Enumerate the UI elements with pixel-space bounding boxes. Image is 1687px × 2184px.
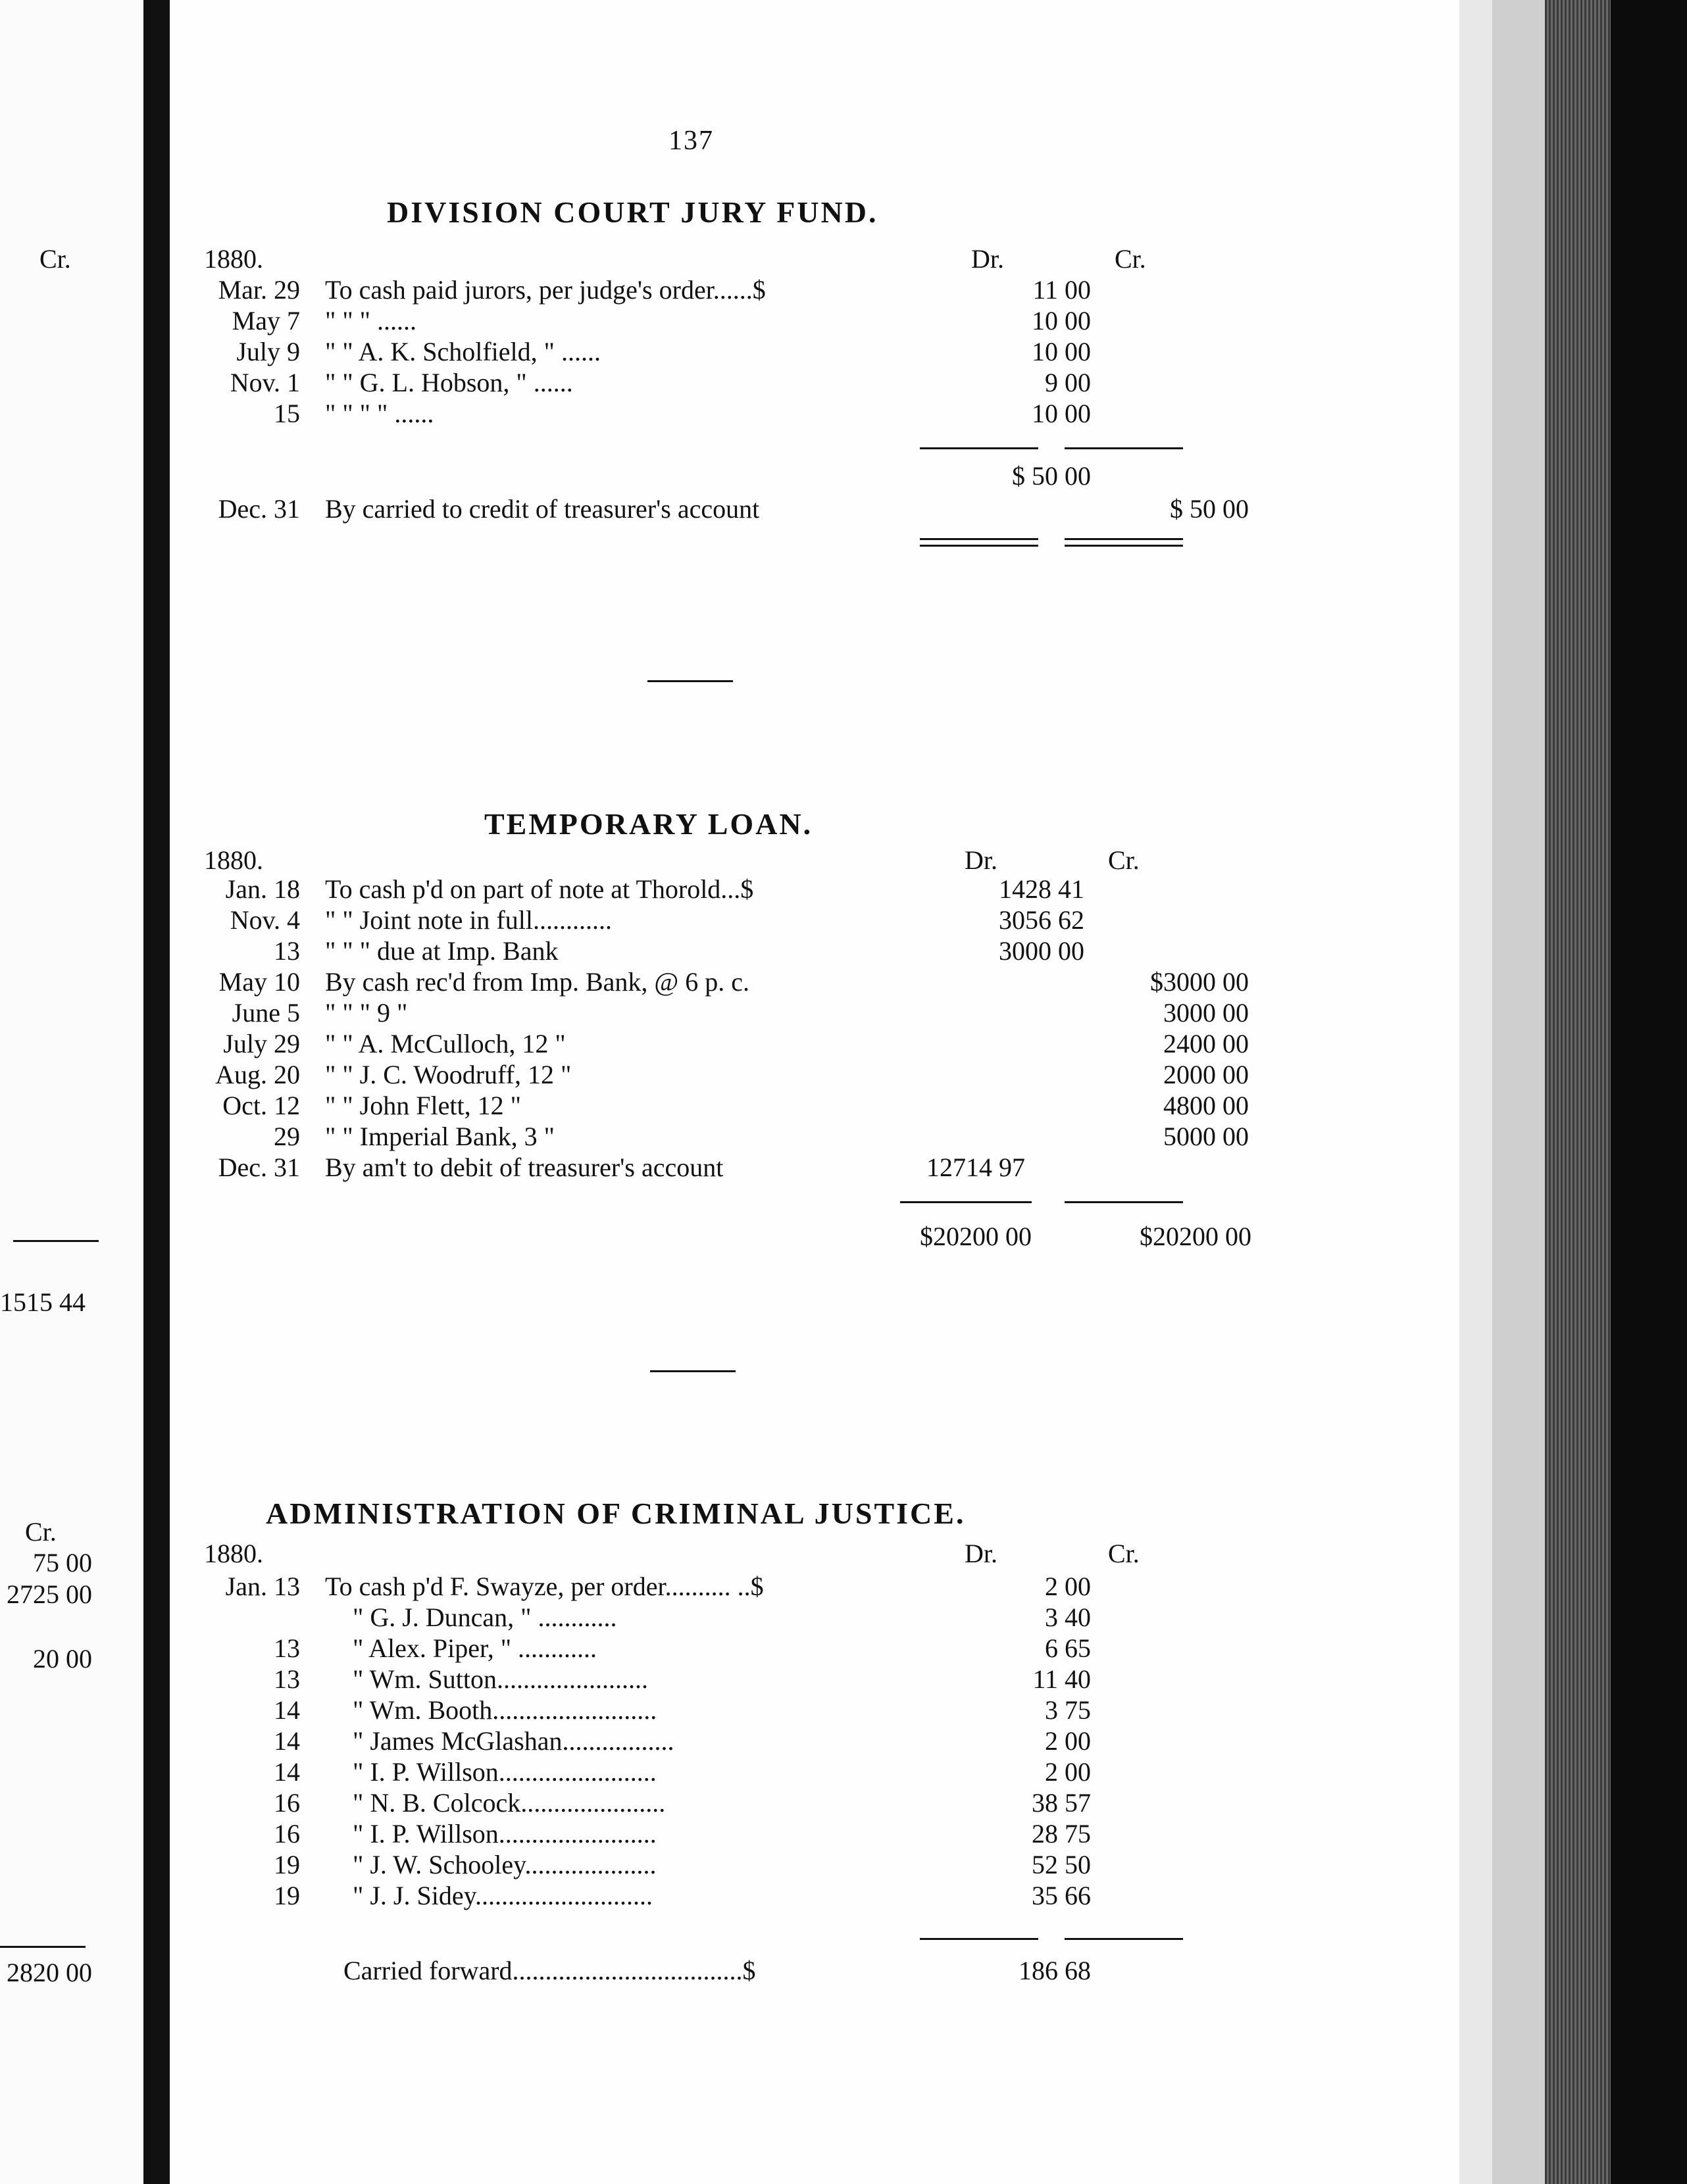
cr-header: Cr. <box>1108 1539 1140 1568</box>
entry-description: " " G. L. Hobson, " ...... <box>325 368 573 397</box>
entry-date: Jan. 13 <box>225 1572 300 1601</box>
carried-forward-value: 186 68 <box>1019 1956 1091 1985</box>
ledger-page <box>170 0 1459 2184</box>
entry-date: 15 <box>274 399 300 428</box>
entry-description: " " J. C. Woodruff, 12 " <box>325 1060 572 1089</box>
entry-date: Dec. 31 <box>218 494 300 524</box>
entry-description: By carried to credit of treasurer's account <box>325 494 760 524</box>
entry-date: May 7 <box>232 306 300 335</box>
entry-description: To cash p'd on part of note at Thorold...$ <box>325 874 754 904</box>
entry-description: " Wm. Booth......................... <box>353 1695 657 1725</box>
left-cr-header: Cr. <box>39 244 71 274</box>
entry-cr: 3000 00 <box>1163 998 1249 1028</box>
entry-dr: 1428 41 <box>999 874 1084 904</box>
subtotal-dr: $ 50 00 <box>1012 461 1091 491</box>
entry-dr: 35 66 <box>1032 1881 1091 1910</box>
entry-description: To cash paid jurors, per judge's order......$ <box>325 275 766 305</box>
entry-description: " " " ...... <box>325 306 416 335</box>
entry-dr: 9 00 <box>1045 368 1091 397</box>
entry-date: 13 <box>274 936 300 966</box>
left-cr-header: Cr. <box>25 1517 57 1547</box>
rule-cr <box>1065 1201 1183 1203</box>
left-total: 2820 00 <box>7 1958 92 1987</box>
entry-dr: 3000 00 <box>999 936 1084 966</box>
entry-date: 13 <box>274 1664 300 1694</box>
entry-description: " " John Flett, 12 " <box>325 1091 521 1120</box>
entry-dr: 10 00 <box>1032 306 1091 335</box>
entry-dr: 2 00 <box>1045 1757 1091 1787</box>
entry-description: " " " due at Imp. Bank <box>325 936 559 966</box>
left-rule <box>13 1240 99 1242</box>
page-edge <box>1459 0 1492 2184</box>
section-title: ADMINISTRATION OF CRIMINAL JUSTICE. <box>266 1497 966 1530</box>
dr-header: Dr. <box>965 1539 997 1568</box>
section-title: TEMPORARY LOAN. <box>484 807 813 841</box>
entry-cr: 2400 00 <box>1163 1029 1249 1058</box>
cr-header: Cr. <box>1115 244 1146 274</box>
entry-dr: 38 57 <box>1032 1788 1091 1818</box>
left-value: 75 00 <box>33 1548 92 1577</box>
entry-dr: 3 40 <box>1045 1602 1091 1632</box>
dr-header: Dr. <box>965 845 997 875</box>
entry-description: " " Imperial Bank, 3 " <box>325 1122 555 1151</box>
entry-date: Nov. 4 <box>230 905 300 935</box>
rule-dr <box>920 447 1038 449</box>
entry-date: 19 <box>274 1850 300 1879</box>
entry-cr: 2000 00 <box>1163 1060 1249 1089</box>
entry-description: " James McGlashan................. <box>353 1726 674 1756</box>
page-stack-edge <box>1545 0 1611 2184</box>
entry-dr: 10 00 <box>1032 337 1091 366</box>
entry-dr: 28 75 <box>1032 1819 1091 1849</box>
page-number: 137 <box>668 126 714 156</box>
rule-dr <box>920 545 1038 547</box>
entry-date: July 9 <box>236 337 300 366</box>
entry-description: " " " 9 " <box>325 998 408 1028</box>
entry-dr: 6 65 <box>1045 1633 1091 1663</box>
rule-cr <box>1065 1938 1183 1940</box>
entry-description: " " A. K. Scholfield, " ...... <box>325 337 601 366</box>
left-value: 1515 44 <box>0 1287 86 1317</box>
left-value: 20 00 <box>33 1644 92 1674</box>
entry-date: Jan. 18 <box>225 874 300 904</box>
rule-dr <box>900 1201 1032 1203</box>
entry-description: " Alex. Piper, " ............ <box>353 1633 597 1663</box>
entry-dr: 52 50 <box>1032 1850 1091 1879</box>
entry-dr: 2 00 <box>1045 1572 1091 1601</box>
left-rule <box>0 1946 86 1948</box>
entry-dr: 10 00 <box>1032 399 1091 428</box>
entry-date: 14 <box>274 1726 300 1756</box>
total-cr: $20200 00 <box>1140 1222 1251 1251</box>
entry-description: " Wm. Sutton....................... <box>353 1664 648 1694</box>
entry-cr: $3000 00 <box>1150 967 1249 997</box>
entry-date: May 10 <box>218 967 300 997</box>
entry-dr: 2 00 <box>1045 1726 1091 1756</box>
book-gutter <box>143 0 170 2184</box>
entry-description: " " " " ...... <box>325 399 434 428</box>
entry-dr: 11 40 <box>1032 1664 1091 1694</box>
book-cover-edge <box>1611 0 1687 2184</box>
entry-cr: 5000 00 <box>1163 1122 1249 1151</box>
entry-date: Oct. 12 <box>222 1091 300 1120</box>
entry-dr: 3 75 <box>1045 1695 1091 1725</box>
entry-date: 16 <box>274 1819 300 1849</box>
entry-description: " " A. McCulloch, 12 " <box>325 1029 566 1058</box>
left-value: 2725 00 <box>7 1579 92 1609</box>
year: 1880. <box>204 244 263 274</box>
year: 1880. <box>204 1539 263 1568</box>
dr-header: Dr. <box>971 244 1004 274</box>
rule-cr <box>1065 545 1183 547</box>
section-divider <box>647 680 733 682</box>
rule-cr <box>1065 538 1183 540</box>
year: 1880. <box>204 845 263 875</box>
entry-date: Mar. 29 <box>218 275 300 305</box>
page-edge <box>1492 0 1545 2184</box>
entry-date: 13 <box>274 1633 300 1663</box>
entry-cr: $ 50 00 <box>1170 494 1249 524</box>
rule-dr <box>920 1938 1038 1940</box>
entry-description: " J. W. Schooley.................... <box>353 1850 657 1879</box>
entry-date: Nov. 1 <box>230 368 300 397</box>
entry-date: 16 <box>274 1788 300 1818</box>
entry-date: Aug. 20 <box>215 1060 300 1089</box>
entry-date: Dec. 31 <box>218 1153 300 1182</box>
cr-header: Cr. <box>1108 845 1140 875</box>
total-dr: $20200 00 <box>920 1222 1032 1251</box>
entry-date: 14 <box>274 1757 300 1787</box>
entry-date: July 29 <box>223 1029 300 1058</box>
entry-description: " G. J. Duncan, " ............ <box>353 1602 617 1632</box>
entry-date: 29 <box>274 1122 300 1151</box>
entry-date: June 5 <box>232 998 300 1028</box>
entry-description: " N. B. Colcock...................... <box>353 1788 666 1818</box>
entry-description: " I. P. Willson........................ <box>353 1819 657 1849</box>
section-title: DIVISION COURT JURY FUND. <box>387 195 878 229</box>
carried-forward-label: Carried forward...................................$ <box>343 1956 756 1985</box>
entry-description: " " Joint note in full............ <box>325 905 612 935</box>
rule-cr <box>1065 447 1183 449</box>
entry-date: 19 <box>274 1881 300 1910</box>
entry-date: 14 <box>274 1695 300 1725</box>
left-facing-page <box>0 0 143 2184</box>
entry-description: To cash p'd F. Swayze, per order.......... ..$ <box>325 1572 764 1601</box>
entry-cr: 4800 00 <box>1163 1091 1249 1120</box>
section-divider <box>650 1370 736 1372</box>
entry-description: By cash rec'd from Imp. Bank, @ 6 p. c. <box>325 967 749 997</box>
rule-dr <box>920 538 1038 540</box>
entry-description: " I. P. Willson........................ <box>353 1757 657 1787</box>
entry-description: By am't to debit of treasurer's account <box>325 1153 724 1182</box>
entry-dr: 11 00 <box>1032 275 1091 305</box>
entry-dr: 12714 97 <box>926 1153 1025 1182</box>
entry-dr: 3056 62 <box>999 905 1084 935</box>
entry-description: " J. J. Sidey........................... <box>353 1881 653 1910</box>
